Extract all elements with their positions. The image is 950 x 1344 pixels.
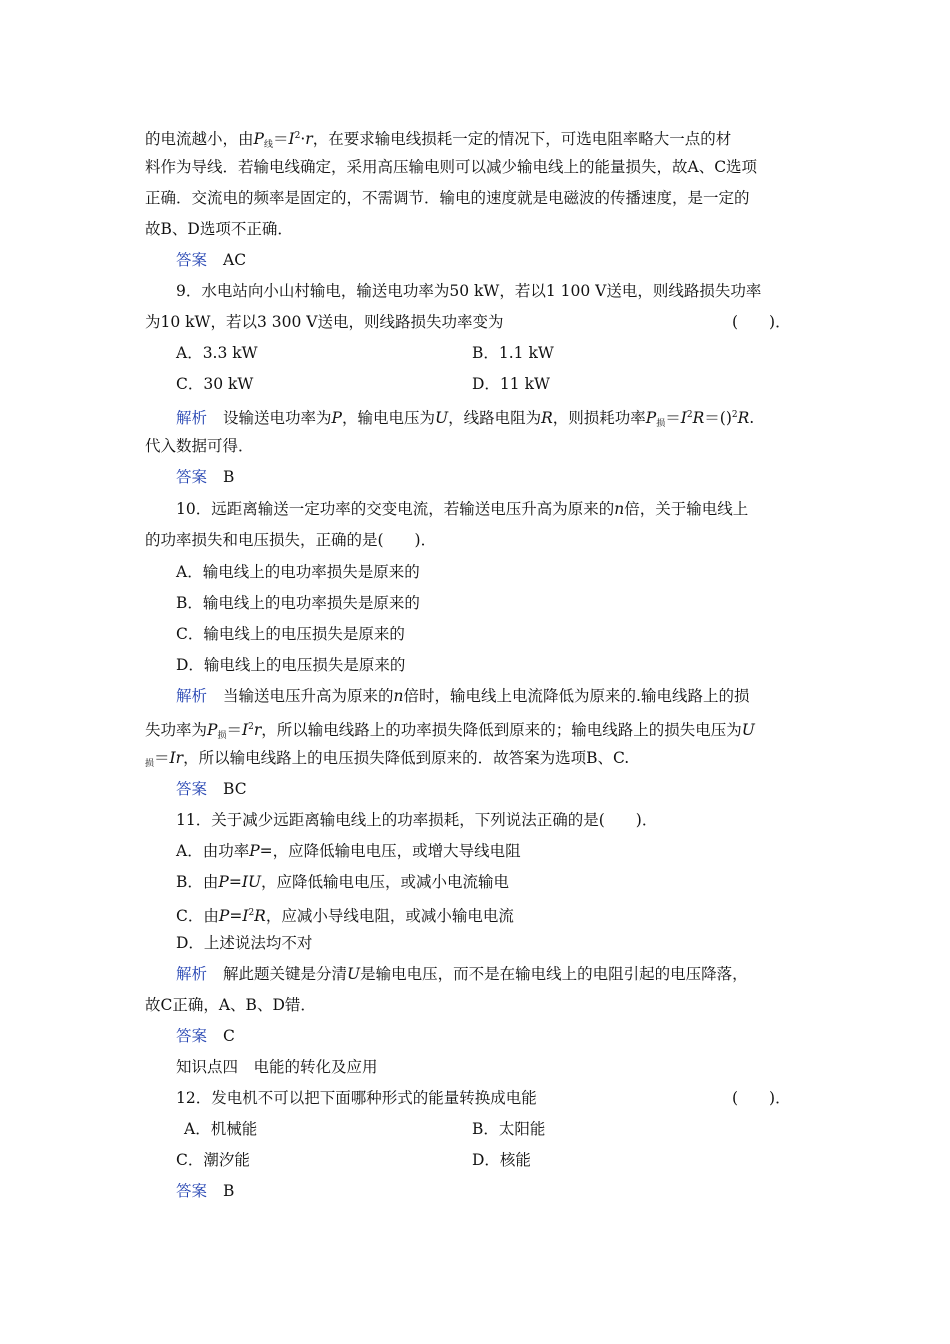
option-a: A．输电线上的电功率损失是原来的 — [176, 563, 420, 581]
option-a: A．机械能 — [184, 1120, 258, 1138]
explanation-line-1: 的电流越小，由$P_线=I^2\cdot r$，在要求输电线损耗一定的情况下，可选电阻率略大一点的材 — [145, 130, 732, 150]
explanation-line-2: 料作为导线．若输电线确定，采用高压输电则可以减少输电线上的能量损失，故A、C选项 — [145, 158, 758, 176]
question-11-line-1: 11．关于减少远距离输电线上的功率损耗，下列说法正确的是( )． — [176, 811, 658, 829]
question-10-line-1: 10．远距离输送一定功率的交变电流，若输送电压升高为原来的n倍，关于输电线上 — [176, 500, 749, 518]
question-9-line-2: 为10 kW，若以3 300 V送电，则线路损失功率变为 — [145, 313, 504, 331]
option-b: B．1.1 kW — [472, 344, 554, 362]
answer-q12: 答案 B — [176, 1182, 235, 1200]
explanation-line-4: 故B、D选项不正确． — [145, 220, 293, 238]
option-c: C．潮汐能 — [176, 1151, 250, 1169]
answer-q9: 答案 B — [176, 468, 235, 486]
answer-q8: 答案 AC — [176, 251, 247, 269]
analysis-q10-line-1: 解析 当输送电压升高为原来的n倍时，输电线上电流降低为原来的.输电线路上的损 — [176, 687, 750, 705]
option-c: C．30 kW — [176, 375, 254, 393]
option-c: C．由$P=I^2R$，应减小导线电阻，或减小输电电流 — [176, 907, 514, 925]
analysis-q9-line-2: 代入数据可得． — [145, 437, 254, 455]
option-b: B．由P=IU，应降低输电电压，或减小电流输电 — [176, 873, 510, 891]
analysis-q11-line-2: 故C正确，A、B、D错． — [145, 996, 316, 1014]
analysis-q10-line-3: $_损$＝Ir，所以输电线路上的电压损失降低到原来的．故答案为选项B、C. — [145, 749, 630, 769]
answer-q10: 答案 BC — [176, 780, 247, 798]
option-a: A．由功率P=，应降低输电电压，或增大导线电阻 — [176, 842, 521, 860]
question-9-line-1: 9．水电站向小山村输电，输送电功率为50 kW，若以1 100 V送电，则线路损失功率 — [176, 282, 762, 300]
option-a: A．3.3 kW — [176, 344, 258, 362]
answer-blank: ( )． — [732, 313, 791, 331]
question-12-line-1: 12．发电机不可以把下面哪种形式的能量转换成电能 — [176, 1089, 537, 1107]
answer-q11: 答案 C — [176, 1027, 235, 1045]
option-c: C．输电线上的电压损失是原来的 — [176, 625, 405, 643]
answer-blank: ( )． — [732, 1089, 791, 1107]
question-10-line-2: 的功率损失和电压损失，正确的是( )． — [145, 531, 437, 549]
option-d: D．11 kW — [472, 375, 550, 393]
option-d: D．上述说法均不对 — [176, 934, 313, 952]
explanation-line-3: 正确．交流电的频率是固定的，不需调节．输电的速度就是电磁波的传播速度，是一定的 — [145, 189, 750, 207]
section-heading: 知识点四 电能的转化及应用 — [176, 1058, 378, 1076]
option-d: D．核能 — [472, 1151, 531, 1169]
analysis-q10-line-2: 失功率为$P_损=I^2r$，所以输电线路上的功率损失降低到原来的；输电线路上的损失电压为U — [145, 721, 755, 741]
option-b: B．太阳能 — [472, 1120, 546, 1138]
analysis-q9-line-1: 解析 设输送电功率为P，输电电压为U，线路电阻为R，则损耗功率$P_损=I^2R=()^2R$. — [176, 409, 755, 429]
option-d: D．输电线上的电压损失是原来的 — [176, 656, 406, 674]
analysis-q11-line-1: 解析 解此题关键是分清U是输电电压，而不是在输电线上的电阻引起的电压降落， — [176, 965, 748, 983]
option-b: B．输电线上的电功率损失是原来的 — [176, 594, 420, 612]
